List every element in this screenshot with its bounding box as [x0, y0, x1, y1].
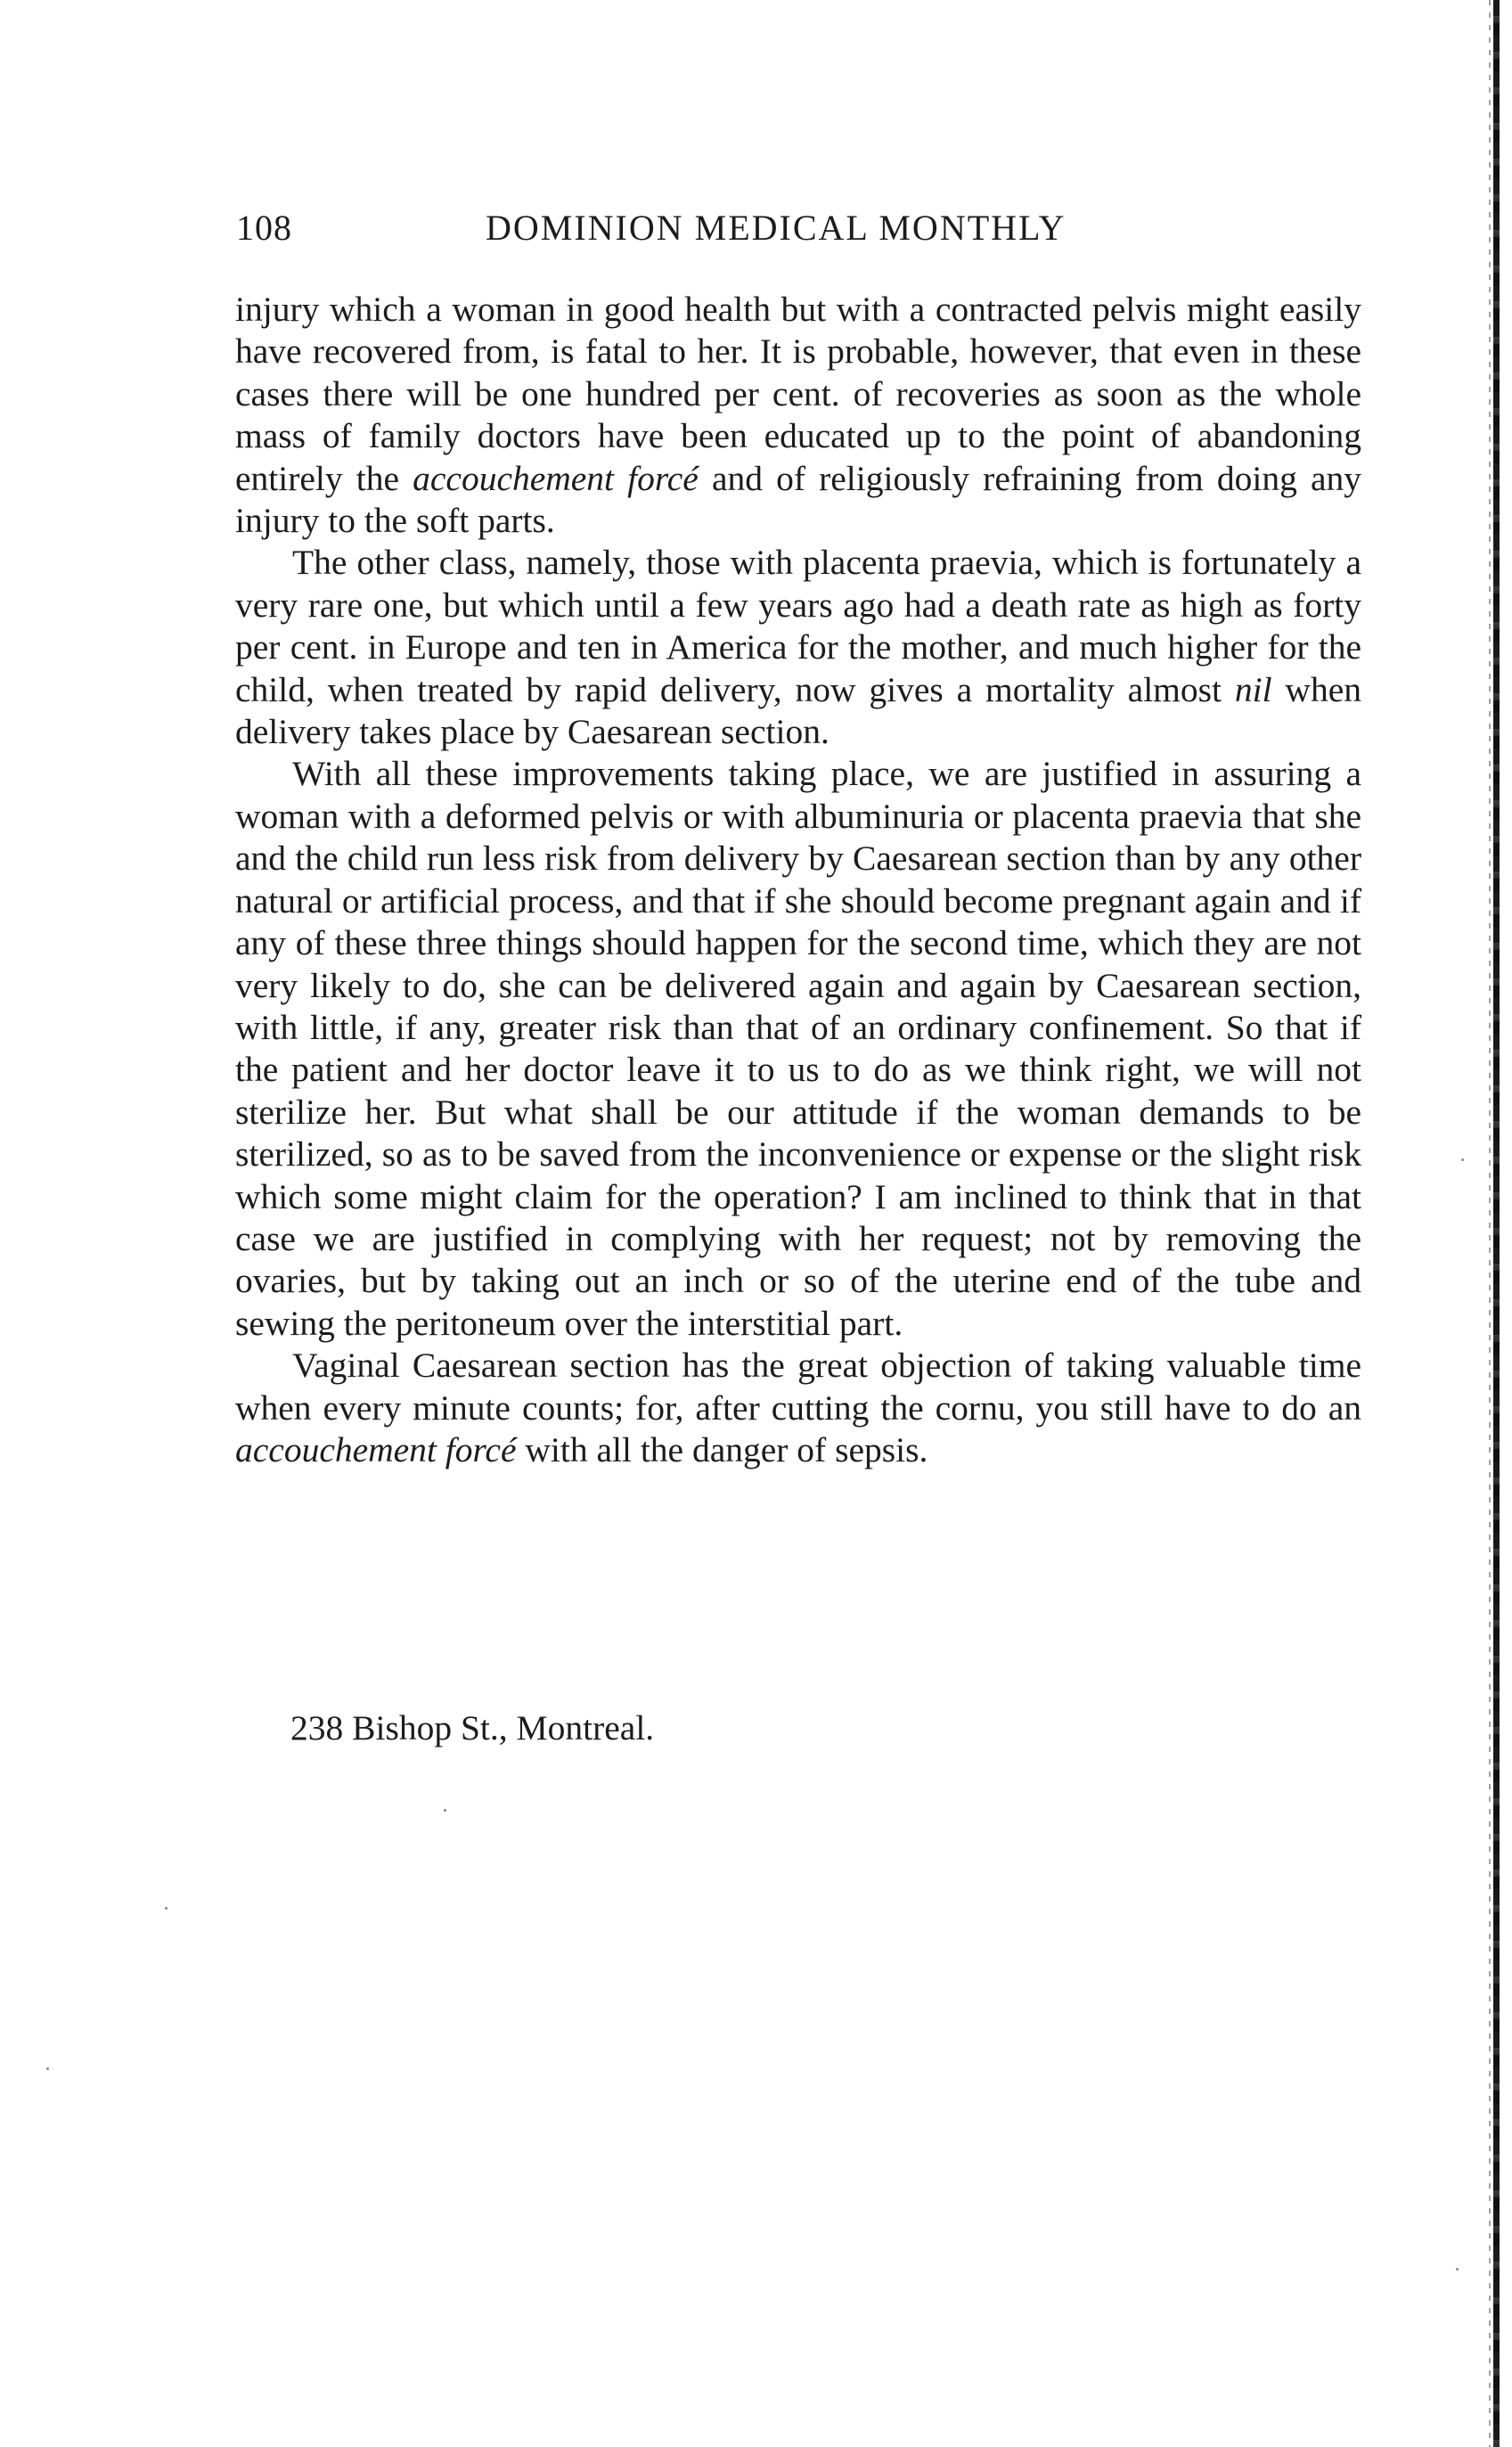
paragraph-2: [235, 542, 1361, 753]
paragraph-3: [235, 753, 1361, 1345]
scan-speck: [165, 1907, 168, 1910]
running-head: [236, 207, 1361, 260]
italic-term: accouchement forcé: [413, 458, 699, 498]
text-run: with all the danger of sepsis.: [516, 1429, 928, 1469]
text-run: Vaginal Caesarean section has the great objection of taking valuable time when every minute counts; for, after cutting the cornu, you still have to do an: [235, 1346, 1361, 1428]
paragraph-1: [235, 289, 1361, 542]
italic-term: nil: [1234, 669, 1272, 709]
text-run: when delivery takes place by Caesarean section.: [235, 669, 1361, 752]
scan-speck: [1461, 1158, 1464, 1161]
text-run: and of religiously refraining from doing any injury to the soft parts.: [235, 458, 1362, 541]
author-address: 238 Bishop St., Montreal.: [290, 1708, 655, 1747]
paragraph-4: [235, 1345, 1361, 1471]
text-run: With all these improvements taking place, we are justified in assuring a woman with a deformed pelvis or with albuminuria or placenta praevia that she and the child run less risk from delivery by Caesarean section than by any other natural or artificial process, and that if she should become pregnant again and if any of these three things should happen for the second time, which they are not very likely to do, she can be delivered again and again by Caesarean section, with little, if any, greater risk than that of an ordinary confinement. So that if the patient and her doctor leave it to us to do as we think right, we will not sterilize her. But what shall be our attitude if the woman demands to be sterilized, so as to be saved from the inconvenience or expense or the slight risk which some might claim for the operation? I am inclined to think that in that case we are justified in complying with her request; not by removing the ovaries, but by taking out an inch or so of the uterine end of the tube and sewing the peritoneum over the interstitial part.: [235, 754, 1361, 1343]
scan-speck: [444, 1809, 446, 1812]
binding-edge-shadow: [1489, 0, 1491, 2447]
page-number: 108: [236, 208, 292, 248]
binding-edge: [1493, 0, 1500, 2447]
italic-term: accouchement forcé: [235, 1429, 517, 1469]
scan-speck: [46, 2067, 49, 2070]
journal-title: DOMINION MEDICAL MONTHLY: [486, 208, 1067, 248]
article-body: [235, 289, 1361, 1471]
scan-speck: [1456, 2268, 1459, 2271]
text-run: The other class, namely, those with placenta praevia, which is fortunately a very rare one, but which until a few years ago had a death rate as high as forty per cent. in Europe and ten in America for the mother, and much higher for the child, when treated by rapid delivery, now gives a mortality almost: [235, 543, 1361, 709]
text-run: injury which a woman in good health but with a contracted pelvis might easily have recovered from, is fatal to her. It is probable, however, that even in these cases there will be one hundred per cent. of recoveries as soon as the whole mass of family doctors have been educated up to the point of abandoning entirely the: [235, 290, 1361, 498]
